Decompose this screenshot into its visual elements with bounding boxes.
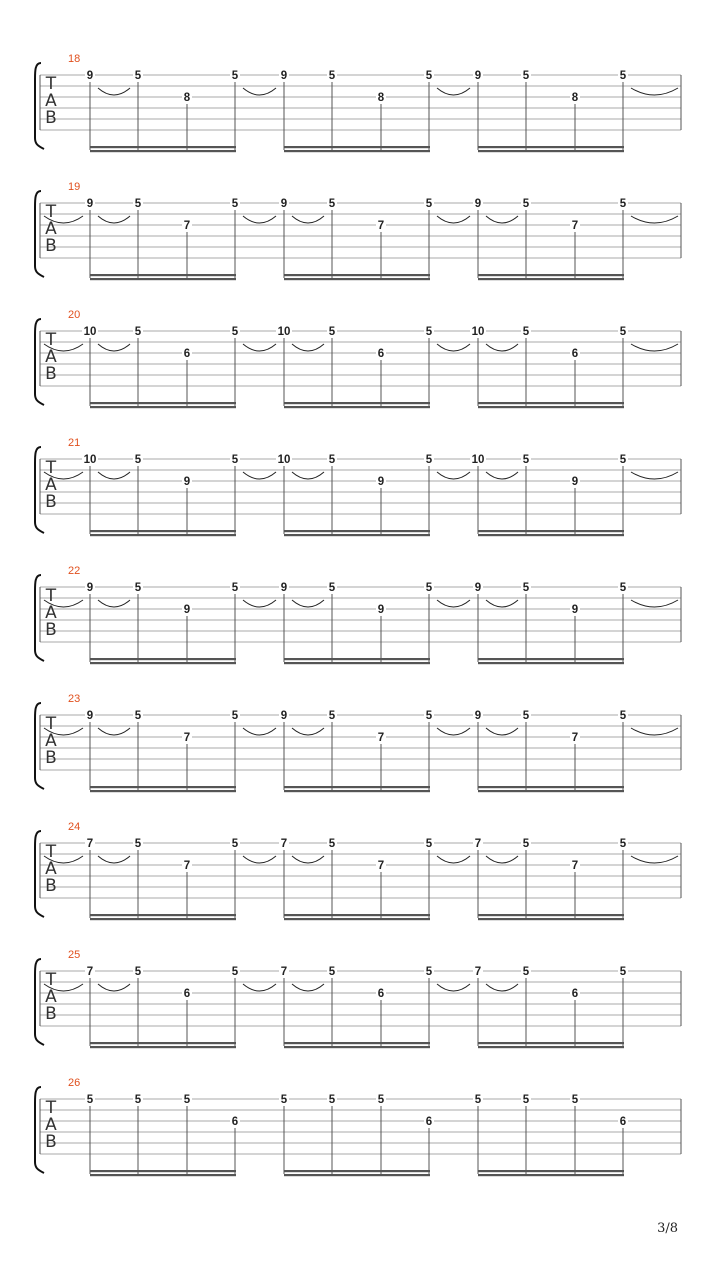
- tab-clef-letter: B: [45, 748, 57, 768]
- tab-clef-letter: B: [45, 620, 57, 640]
- beam: [90, 406, 236, 408]
- slide-arc: [437, 856, 470, 863]
- tab-clef-letter: A: [45, 603, 57, 623]
- fret-number: 6: [183, 988, 191, 1000]
- fret-number: 5: [134, 966, 142, 978]
- fret-number: 7: [183, 860, 191, 872]
- slide-arc: [631, 216, 678, 223]
- beam: [284, 914, 430, 916]
- beam: [478, 786, 624, 788]
- beam: [478, 402, 624, 404]
- fret-number: 5: [134, 198, 142, 210]
- beam: [478, 150, 624, 152]
- slide-arc: [98, 344, 130, 351]
- fret-number: 5: [619, 838, 627, 850]
- beam: [90, 1174, 236, 1176]
- beam: [478, 1042, 624, 1044]
- fret-number: 10: [83, 454, 97, 466]
- fret-number: 5: [522, 454, 530, 466]
- tab-clef-letter: T: [45, 842, 57, 862]
- slide-arc: [631, 600, 678, 607]
- slide-arc: [631, 344, 678, 351]
- fret-number: 6: [571, 988, 579, 1000]
- beam: [90, 274, 236, 276]
- fret-number: 5: [134, 454, 142, 466]
- measure-number: 22: [68, 565, 81, 577]
- fret-number: 7: [377, 732, 385, 744]
- slide-arc: [243, 344, 276, 351]
- slide-arc: [631, 856, 678, 863]
- fret-number: 7: [183, 732, 191, 744]
- slide-arc: [486, 984, 518, 991]
- fret-number: 5: [425, 326, 433, 338]
- fret-number: 5: [134, 710, 142, 722]
- beam: [90, 402, 236, 404]
- fret-number: 5: [328, 582, 336, 594]
- beam: [284, 658, 430, 660]
- fret-number: 6: [377, 348, 385, 360]
- beam: [284, 278, 430, 280]
- fret-number: 8: [183, 92, 191, 104]
- beam: [90, 146, 236, 148]
- slide-arc: [437, 984, 470, 991]
- fret-number: 7: [377, 220, 385, 232]
- fret-number: 9: [280, 710, 288, 722]
- fret-number: 5: [231, 454, 239, 466]
- beam: [284, 790, 430, 792]
- tab-clef-letter: T: [45, 458, 57, 478]
- fret-number: 5: [522, 838, 530, 850]
- slide-arc: [292, 344, 324, 351]
- fret-number: 9: [474, 710, 482, 722]
- beam: [90, 662, 236, 664]
- fret-number: 5: [231, 838, 239, 850]
- measure-number: 24: [68, 821, 81, 833]
- slide-arc: [98, 88, 130, 95]
- beam: [284, 150, 430, 152]
- fret-number: 9: [280, 582, 288, 594]
- tab-clef-letter: A: [45, 731, 57, 751]
- beam: [284, 402, 430, 404]
- measure-number: 20: [68, 309, 81, 321]
- fret-number: 6: [231, 1116, 239, 1128]
- slide-arc: [292, 472, 324, 479]
- fret-number: 7: [571, 732, 579, 744]
- beam: [478, 406, 624, 408]
- fret-number: 5: [522, 582, 530, 594]
- beam: [478, 1170, 624, 1172]
- fret-number: 5: [328, 710, 336, 722]
- fret-number: 6: [571, 348, 579, 360]
- fret-number: 5: [328, 454, 336, 466]
- fret-number: 5: [328, 70, 336, 82]
- beam: [478, 914, 624, 916]
- slide-arc: [292, 984, 324, 991]
- measure-number: 21: [68, 437, 81, 449]
- fret-number: 9: [377, 604, 385, 616]
- fret-number: 5: [619, 454, 627, 466]
- tab-clef-letter: T: [45, 970, 57, 990]
- beam: [284, 662, 430, 664]
- fret-number: 9: [474, 198, 482, 210]
- slide-arc: [292, 600, 324, 607]
- slide-arc: [98, 984, 130, 991]
- fret-number: 5: [328, 326, 336, 338]
- tab-clef-letter: A: [45, 1115, 57, 1135]
- fret-number: 6: [183, 348, 191, 360]
- fret-number: 5: [619, 966, 627, 978]
- beam: [478, 662, 624, 664]
- fret-number: 5: [425, 582, 433, 594]
- tab-clef-letter: T: [45, 74, 57, 94]
- slide-arc: [437, 728, 470, 735]
- fret-number: 10: [277, 454, 291, 466]
- fret-number: 8: [377, 92, 385, 104]
- measure-number: 18: [68, 53, 81, 65]
- beam: [478, 918, 624, 920]
- slide-arc: [437, 216, 470, 223]
- fret-number: 6: [377, 988, 385, 1000]
- fret-number: 5: [571, 1094, 579, 1106]
- fret-number: 6: [425, 1116, 433, 1128]
- slide-arc: [98, 600, 130, 607]
- beam: [90, 1042, 236, 1044]
- tab-clef-letter: T: [45, 330, 57, 350]
- fret-number: 5: [619, 582, 627, 594]
- beam: [478, 274, 624, 276]
- slide-arc: [243, 856, 276, 863]
- fret-number: 5: [183, 1094, 191, 1106]
- slide-arc: [437, 344, 470, 351]
- fret-number: 5: [134, 326, 142, 338]
- fret-number: 9: [86, 198, 94, 210]
- fret-number: 10: [471, 454, 485, 466]
- tab-clef-letter: A: [45, 859, 57, 879]
- beam: [90, 786, 236, 788]
- fret-number: 7: [474, 966, 482, 978]
- fret-number: 5: [425, 454, 433, 466]
- fret-number: 5: [522, 70, 530, 82]
- beam: [478, 658, 624, 660]
- fret-number: 5: [134, 838, 142, 850]
- measure-number: 26: [68, 1077, 81, 1089]
- page-number: 3/8: [657, 1221, 678, 1236]
- fret-number: 5: [231, 582, 239, 594]
- slide-arc: [243, 472, 276, 479]
- slide-arc: [486, 600, 518, 607]
- fret-number: 6: [619, 1116, 627, 1128]
- fret-number: 5: [619, 198, 627, 210]
- fret-number: 9: [474, 70, 482, 82]
- slide-arc: [243, 728, 276, 735]
- slide-arc: [486, 216, 518, 223]
- tab-clef-letter: B: [45, 1004, 57, 1024]
- fret-number: 5: [328, 838, 336, 850]
- beam: [478, 534, 624, 536]
- beam: [478, 790, 624, 792]
- beam: [90, 914, 236, 916]
- fret-number: 5: [425, 70, 433, 82]
- fret-number: 5: [328, 198, 336, 210]
- slide-arc: [243, 88, 276, 95]
- slide-arc: [243, 984, 276, 991]
- fret-number: 5: [425, 966, 433, 978]
- beam: [478, 530, 624, 532]
- beam: [284, 786, 430, 788]
- fret-number: 9: [86, 70, 94, 82]
- fret-number: 9: [280, 70, 288, 82]
- fret-number: 5: [231, 198, 239, 210]
- beam: [284, 1042, 430, 1044]
- beam: [284, 274, 430, 276]
- fret-number: 5: [425, 198, 433, 210]
- tab-clef-letter: B: [45, 236, 57, 256]
- beam: [284, 534, 430, 536]
- beam: [90, 278, 236, 280]
- slide-arc: [292, 216, 324, 223]
- slide-arc: [292, 728, 324, 735]
- tab-clef-letter: A: [45, 987, 57, 1007]
- tab-clef-letter: A: [45, 347, 57, 367]
- tab-clef-letter: B: [45, 876, 57, 896]
- fret-number: 5: [522, 1094, 530, 1106]
- slide-arc: [486, 344, 518, 351]
- fret-number: 5: [619, 326, 627, 338]
- fret-number: 9: [571, 604, 579, 616]
- beam: [284, 918, 430, 920]
- fret-number: 8: [571, 92, 579, 104]
- slide-arc: [437, 472, 470, 479]
- tab-clef-letter: A: [45, 219, 57, 239]
- beam: [90, 530, 236, 532]
- fret-number: 9: [86, 582, 94, 594]
- slide-arc: [437, 88, 470, 95]
- fret-number: 5: [328, 966, 336, 978]
- tab-clef-letter: A: [45, 91, 57, 111]
- tab-clef-letter: B: [45, 1132, 57, 1152]
- fret-number: 7: [377, 860, 385, 872]
- tab-clef-letter: T: [45, 202, 57, 222]
- fret-number: 5: [522, 710, 530, 722]
- slide-arc: [292, 856, 324, 863]
- fret-number: 5: [328, 1094, 336, 1106]
- beam: [478, 1174, 624, 1176]
- fret-number: 5: [522, 198, 530, 210]
- fret-number: 10: [277, 326, 291, 338]
- fret-number: 5: [134, 582, 142, 594]
- measure-number: 25: [68, 949, 81, 961]
- tab-clef-letter: T: [45, 586, 57, 606]
- fret-number: 7: [571, 220, 579, 232]
- beam: [90, 1170, 236, 1172]
- fret-number: 5: [619, 710, 627, 722]
- slide-arc: [631, 472, 678, 479]
- slide-arc: [98, 216, 130, 223]
- beam: [284, 406, 430, 408]
- slide-arc: [243, 216, 276, 223]
- fret-number: 9: [86, 710, 94, 722]
- fret-number: 7: [571, 860, 579, 872]
- beam: [90, 658, 236, 660]
- fret-number: 9: [183, 476, 191, 488]
- fret-number: 5: [231, 966, 239, 978]
- measure-number: 19: [68, 181, 81, 193]
- measure-number: 23: [68, 693, 81, 705]
- slide-arc: [243, 600, 276, 607]
- fret-number: 9: [280, 198, 288, 210]
- beam: [90, 534, 236, 536]
- beam: [90, 790, 236, 792]
- fret-number: 5: [134, 1094, 142, 1106]
- fret-number: 5: [425, 710, 433, 722]
- tab-clef-letter: B: [45, 108, 57, 128]
- tab-clef-letter: T: [45, 1098, 57, 1118]
- beam: [90, 150, 236, 152]
- fret-number: 7: [280, 966, 288, 978]
- fret-number: 9: [377, 476, 385, 488]
- tab-clef-letter: B: [45, 364, 57, 384]
- fret-number: 5: [474, 1094, 482, 1106]
- fret-number: 7: [86, 838, 94, 850]
- fret-number: 7: [280, 838, 288, 850]
- beam: [478, 1046, 624, 1048]
- slide-arc: [486, 728, 518, 735]
- slide-arc: [631, 88, 678, 95]
- slide-arc: [98, 728, 130, 735]
- fret-number: 10: [471, 326, 485, 338]
- beam: [284, 1046, 430, 1048]
- beam: [284, 146, 430, 148]
- slide-arc: [631, 728, 678, 735]
- fret-number: 9: [571, 476, 579, 488]
- fret-number: 5: [231, 710, 239, 722]
- beam: [90, 1046, 236, 1048]
- slide-arc: [98, 472, 130, 479]
- fret-number: 7: [474, 838, 482, 850]
- beam: [478, 278, 624, 280]
- slide-arc: [437, 600, 470, 607]
- tab-clef-letter: A: [45, 475, 57, 495]
- fret-number: 9: [474, 582, 482, 594]
- tab-clef-letter: T: [45, 714, 57, 734]
- beam: [284, 1174, 430, 1176]
- fret-number: 7: [183, 220, 191, 232]
- beam: [90, 918, 236, 920]
- beam: [284, 1170, 430, 1172]
- fret-number: 7: [86, 966, 94, 978]
- slide-arc: [486, 856, 518, 863]
- fret-number: 5: [522, 326, 530, 338]
- beam: [478, 146, 624, 148]
- fret-number: 10: [83, 326, 97, 338]
- beam: [284, 530, 430, 532]
- fret-number: 9: [183, 604, 191, 616]
- fret-number: 5: [522, 966, 530, 978]
- slide-arc: [486, 472, 518, 479]
- fret-number: 5: [231, 326, 239, 338]
- tab-clef-letter: B: [45, 492, 57, 512]
- fret-number: 5: [231, 70, 239, 82]
- fret-number: 5: [377, 1094, 385, 1106]
- fret-number: 5: [425, 838, 433, 850]
- fret-number: 5: [134, 70, 142, 82]
- slide-arc: [98, 856, 130, 863]
- fret-number: 5: [86, 1094, 94, 1106]
- fret-number: 5: [619, 70, 627, 82]
- fret-number: 5: [280, 1094, 288, 1106]
